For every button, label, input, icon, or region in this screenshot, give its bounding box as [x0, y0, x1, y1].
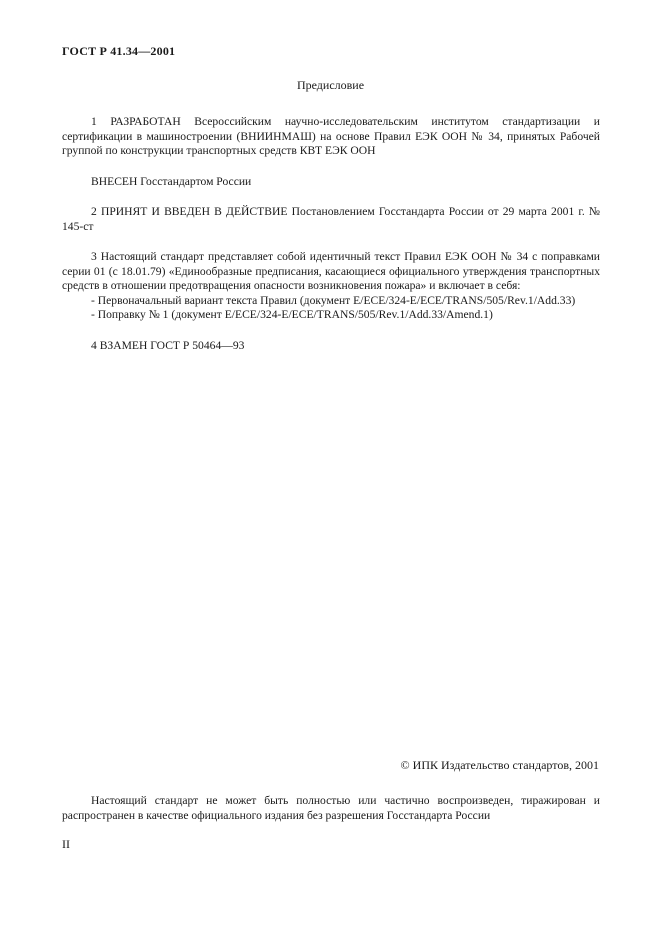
standard-code-header: ГОСТ Р 41.34—2001 — [62, 44, 176, 58]
paragraph-replaces: 4 ВЗАМЕН ГОСТ Р 50464—93 — [91, 338, 245, 352]
paragraph-introduced-by: ВНЕСЕН Госстандартом России — [91, 174, 252, 188]
paragraph-adopted: 2 ПРИНЯТ И ВВЕДЕН В ДЕЙСТВИЕ Постановлением Госстандарта России от 29 марта 2001 г. № 145-ст — [62, 205, 600, 233]
copyright-line: © ИПК Издательство стандартов, 2001 — [400, 758, 599, 772]
reproduction-notice: Настоящий стандарт не может быть полностью или частично воспроизведен, тиражирован и распространен в качестве официального издания без разрешения Госстандарта России — [62, 794, 600, 822]
page-number: II — [62, 837, 70, 851]
foreword-body — [62, 115, 600, 369]
list-item: - Первоначальный вариант текста Правил (документ E/ECE/324-E/ECE/TRANS/505/Rev.1/Add.33) — [91, 293, 576, 307]
paragraph-identical-text: 3 Настоящий стандарт представляет собой идентичный текст Правил ЕЭК ООН № 34 с поправками серии 01 (с 18.01.79) «Единообразные предписания, касающиеся официального утверждения транспортных средств в отношении предотвращения опасности возникновения пожара» и включает в себя: — [62, 250, 600, 292]
paragraph-developed-by: 1 РАЗРАБОТАН Всероссийским научно-исследовательским институтом стандартизации и сертификации в машиностроении (ВНИИНМАШ) на основе Правил ЕЭК ООН № 34, принятых Рабочей группой по конструкции транспортных средств КВТ ЕЭК ООН — [62, 115, 600, 157]
list-item: - Поправку № 1 (документ E/ECE/324-E/ECE/TRANS/505/Rev.1/Add.33/Amend.1) — [91, 308, 493, 321]
section-title: Предисловие — [296, 78, 365, 92]
